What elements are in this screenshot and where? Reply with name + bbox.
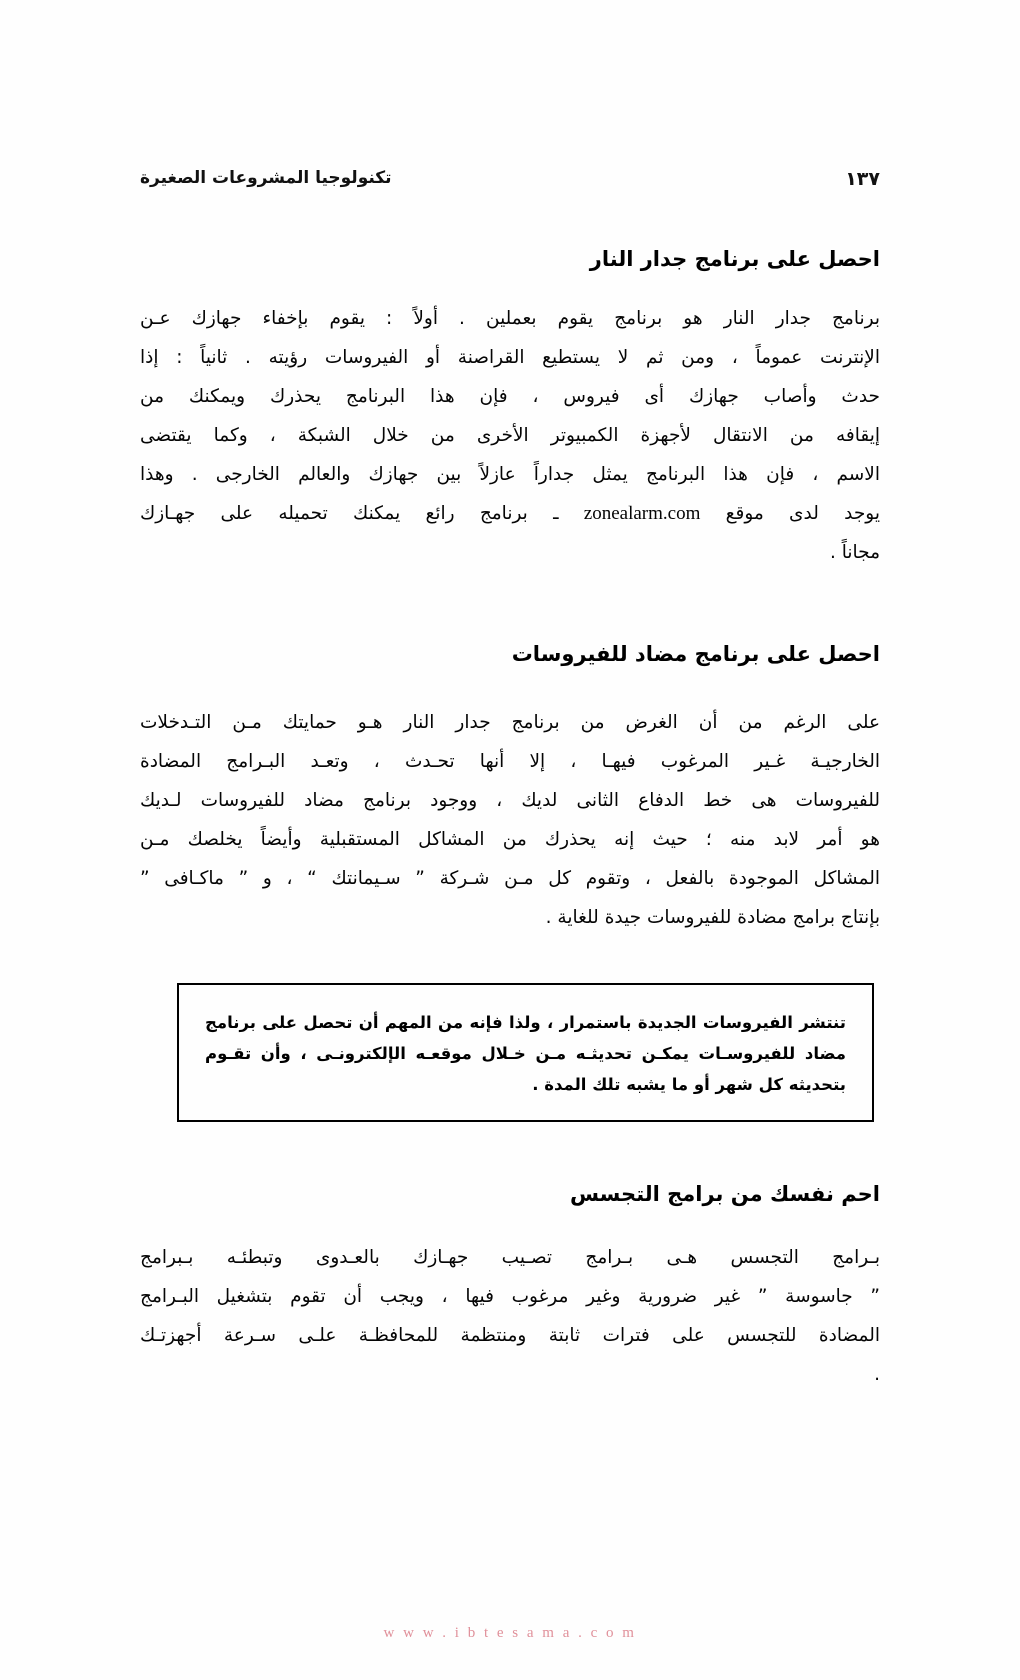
text-line: هو أمر لابد منه ؛ حيث إنه يحذرك من المشاكل المستقبلية وأيضاً يخلصك مـن [140, 828, 880, 850]
text-line: . [874, 1364, 880, 1386]
spacer [140, 669, 880, 703]
heading-firewall: احصل على برنامج جدار النار [589, 247, 880, 271]
spacer [140, 1208, 880, 1238]
text-line: الاسم ، فإن هذا البرنامج يمثل جداراً عازلاً بين جهازك والعالم الخارجى . وهذا [140, 464, 880, 486]
text-line: على الرغم من أن الغرض من برنامج جدار النار هـو حمايتك مـن التـدخلات [140, 711, 880, 733]
text-line: حدث وأصاب جهازك أى فيروس ، فإن هذا البرنامج يحذرك ويمكنك من [140, 386, 880, 408]
text-line: الخارجيـة غـير المرغوب فيهـا ، إلا أنها تحـدث ، وتعـد البـرامج المضادة [140, 750, 880, 772]
paragraph-firewall [140, 299, 880, 572]
spacer [140, 1122, 880, 1180]
heading-spyware: احم نفسك من برامج التجسس [570, 1181, 880, 1206]
watermark: w w w . i b t e s a m a . c o m [383, 1625, 637, 1641]
callout-line: مضاد للفيروسـات يمكـن تحديثـه مـن خـلال موقعـه الإلكترونـى ، وأن تقـوم [205, 1043, 846, 1063]
text-line: المضادة للتجسس على فترات ثابتة ومنتظمة للمحافظـة علـى سـرعة أجهزتـك [140, 1325, 880, 1347]
text-line: إيقافه من الانتقال لأجهزة الكمبيوتر الأخرى من خلال الشبكة ، وكما يقتضى [140, 425, 880, 447]
text-line: برنامج جدار النار هو برنامج يقوم بعملين . أولاً : يقوم بإخفاء جهازك عـن [140, 308, 880, 330]
callout-box [177, 983, 874, 1122]
spacer [140, 937, 880, 983]
website-url: zonealarm.com [583, 503, 701, 525]
running-header [140, 168, 880, 202]
text-line: المشاكل الموجودة بالفعل ، وتقوم كل مـن شـركة ” سـيمانتك “ ، و ” ماكـافى ” [140, 867, 880, 889]
text-line: الإنترنت عموماً ، ومن ثم لا يستطيع القراصنة أو الفيروسات رؤيته . ثانياً : إذا [140, 347, 880, 369]
spacer [140, 273, 880, 299]
callout-line: تنتشر الفيروسات الجديدة باستمرار ، ولذا فإنه من المهم أن تحصل على برنامج [205, 1012, 846, 1032]
running-title: تكنولوجيا المشروعات الصغيرة [140, 168, 392, 188]
callout-line: بتحديثه كل شهر أو ما يشبه تلك المدة . [532, 1074, 846, 1094]
text-line: بإنتاج برامج مضادة للفيروسات جيدة للغاية . [545, 906, 880, 928]
text-line: بـرامج التجسس هـى بـرامج تصـيب جهـازك بالعـدوى وتبطئـه بـبرامج [140, 1247, 880, 1269]
page-content [140, 245, 880, 1394]
page-number: ١٣٧ [845, 168, 880, 190]
text-line: ” جاسوسة ” غير ضرورية وغير مرغوب فيها ، ويجب أن تقوم بتشغيل البـرامج [140, 1286, 880, 1308]
paragraph-spyware [140, 1238, 880, 1394]
spacer [140, 572, 880, 640]
paragraph-antivirus [140, 703, 880, 937]
heading-antivirus: احصل على برنامج مضاد للفيروسات [511, 642, 880, 667]
text-line: للفيروسات هى خط الدفاع الثانى لديك ، ووجود برنامج مضاد للفيروسات لـديك [140, 789, 880, 811]
text-line: مجاناً . [829, 542, 880, 564]
text-line-with-url: يوجد لدى موقع zonealarm.com ـ برنامج رائع يمكنك تحميله على جهـازك [140, 503, 881, 525]
